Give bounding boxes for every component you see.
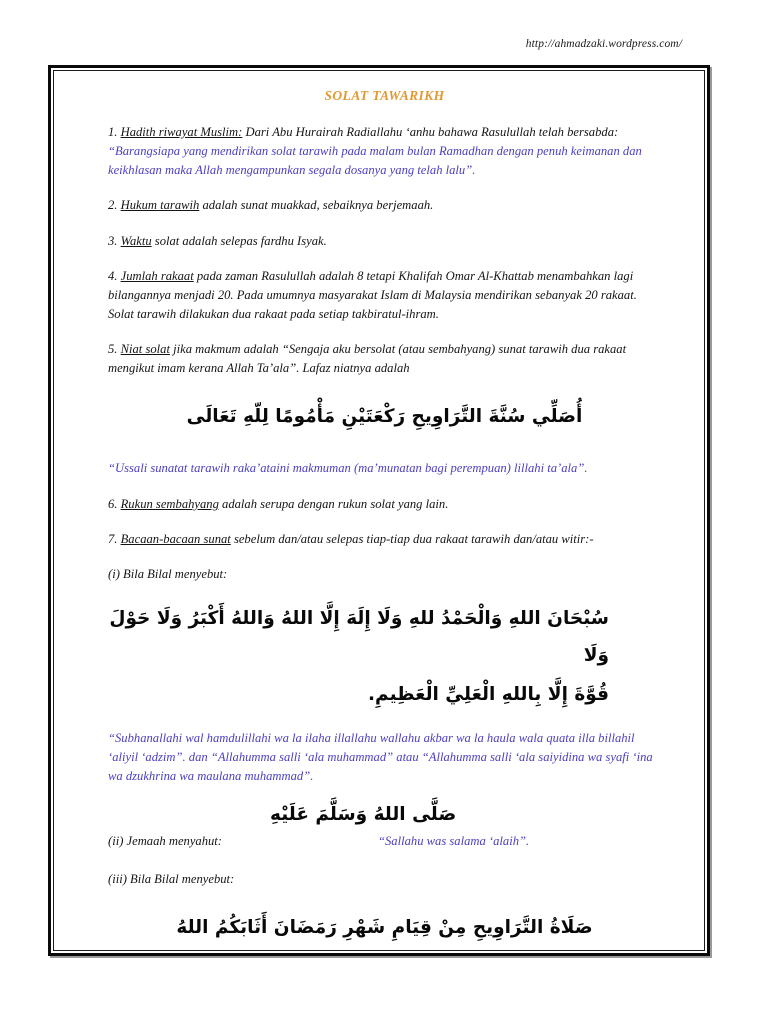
paragraph-item-3: [108, 232, 661, 251]
sub-item-i-label: (i) Bila Bilal menyebut:: [108, 567, 228, 582]
item-1-number: 1.: [108, 125, 118, 139]
transliteration-niyyah: “Ussali sunatat tarawih raka’ataini makmuman (ma’munatan bagi perempuan) lillahi ta’ala”.: [108, 460, 588, 475]
item-3-keyword: Waktu: [120, 233, 152, 248]
item-3-text: solat adalah selepas fardhu Isyak.: [151, 233, 327, 248]
page-border-frame: [48, 65, 710, 956]
item-4-keyword: Jumlah rakaat: [120, 268, 194, 283]
item-5-keyword: Niat solat: [120, 342, 170, 357]
item-1-keyword: Hadith riwayat Muslim:: [120, 125, 243, 139]
paragraph-item-6: [108, 495, 661, 514]
paragraph-item-4: [108, 267, 661, 324]
item-2-number: 2.: [108, 198, 118, 213]
item-6-number: 6.: [108, 496, 118, 511]
document-body: [51, 68, 707, 953]
item-2-text: adalah sunat muakkad, sebaiknya berjemaah.: [199, 198, 434, 213]
item-1-quote: “Barangsiapa yang mendirikan solat tarawih pada malam bulan Ramadhan dengan penuh keimanan dan keikhlasan maka Allah mengampunkan segala dosanya yang telah lalu”.: [108, 144, 642, 178]
sub-item-ii-label: (ii) Jemaah menyahut:: [108, 833, 223, 848]
item-2-keyword: Hukum tarawih: [120, 198, 200, 213]
arabic-tasbih-line-1: سُبْحَانَ اللهِ وَالْحَمْدُ للهِ وَلَا إِلَهَ إِلَّا اللهُ وَاللهُ أَكْبَرُ وَلَا حَوْلَ وَلَا: [109, 608, 609, 667]
arabic-tasbih-line-2: قُوَّةَ إِلَّا بِاللهِ الْعَلِيِّ الْعَظِيمِ.: [368, 684, 609, 706]
transliteration-tasbih: “Subhanallahi wal hamdulillahi wa la ilaha illallahu wallahu akbar wa la haula wala quata illa billahil ‘aliyil ‘adzim”. dan “Allahumma salli ‘ala muhammad” atau “Allahumma salli ‘ala saiyidina wa syafi ‘ina wa dzukhrina wa maulana muhammad”.: [108, 731, 653, 784]
item-7-text: sebelum dan/atau selepas tiap-tiap dua rakaat tarawih dan/atau witir:-: [230, 531, 594, 546]
item-4-number: 4.: [108, 268, 118, 283]
spacer: [108, 862, 661, 870]
item-7-number: 7.: [108, 531, 118, 546]
item-1-text: Dari Abu Hurairah Radiallahu ‘anhu bahawa Rasulullah telah bersabda:: [242, 125, 619, 139]
arabic-niyyah-tarawih: أُصَلِّي سُنَّةَ التَّرَاوِيحِ رَكْعَتَيْنِ مَأْمُومًا لِلّهِ تَعَالَى: [186, 406, 583, 428]
sub-item-ii-row: [108, 804, 661, 856]
item-5-text: jika makmum adalah “Sengaja aku bersolat (atau sembahyang) sunat tarawih dua rakaat mengikut imam kerana Allah Ta’ala”. Lafaz niatnya adalah: [108, 342, 627, 376]
source-url-header: http://ahmadzaki.wordpress.com/: [525, 38, 682, 50]
item-6-keyword: Rukun sembahyang: [120, 496, 219, 511]
sub-item-iii-label: (iii) Bila Bilal menyebut:: [108, 871, 235, 886]
item-6-text: adalah serupa dengan rukun solat yang lain.: [218, 496, 449, 511]
arabic-salat-tarawih-ramadan: صَلَاةُ التَّرَاوِيحِ مِنْ قِيَامِ شَهْرِ رَمَضَانَ أَثَابَكُمُ اللهُ: [176, 916, 593, 938]
item-3-number: 3.: [108, 233, 118, 248]
item-4-text: pada zaman Rasulullah adalah 8 tetapi Khalifah Omar Al-Khattab menambahkan lagi bilangannya menjadi 20. Pada umumnya masyarakat Islam di Malaysia mendirikan sebanyak 20 rakaat. Solat tarawih dilakukan dua rakaat pada setiap takbiratul-ihram.: [108, 268, 637, 321]
arabic-sallahu-was-salama: صَلَّى اللهُ وَسَلَّمَ عَلَيْهِ: [270, 803, 457, 825]
paragraph-item-1: [108, 123, 661, 180]
paragraph-item-2: [108, 196, 661, 215]
transliteration-sallahu: “Sallahu was salama ‘alaih”.: [378, 833, 530, 848]
paragraph-item-5: [108, 340, 661, 378]
paragraph-item-7: [108, 530, 661, 549]
item-5-number: 5.: [108, 342, 118, 357]
page-title: SOLAT TAWARIKH: [324, 88, 445, 103]
item-7-keyword: Bacaan-bacaan sunat: [120, 531, 231, 546]
